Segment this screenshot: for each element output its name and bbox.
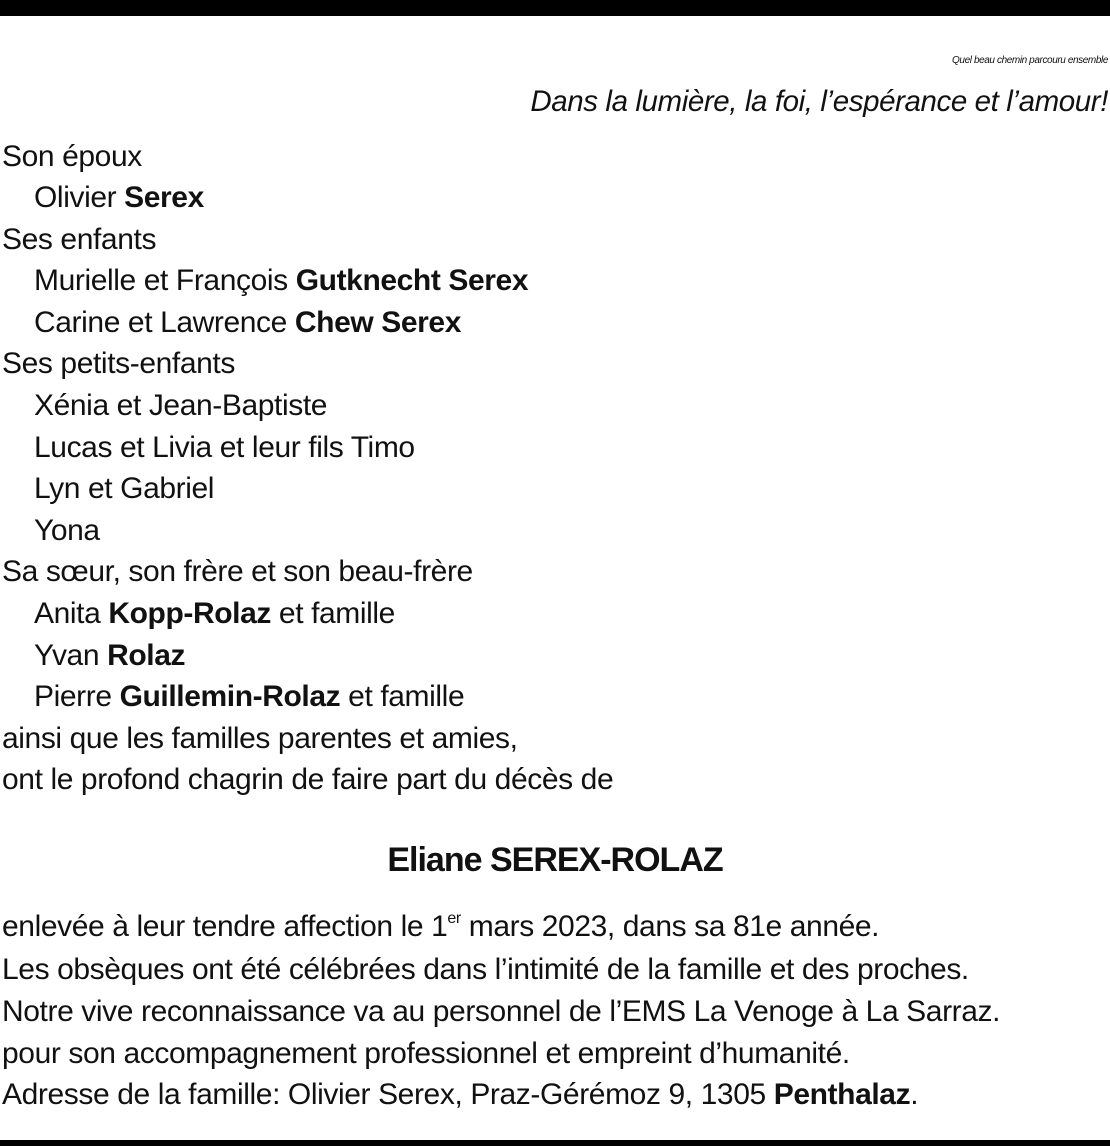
sibling-surname: Kopp-Rolaz: [108, 597, 271, 630]
child-given: Carine et Lawrence: [34, 306, 295, 339]
sibling-surname: Guillemin-Rolaz: [119, 680, 341, 713]
epigraph: [530, 40, 1108, 122]
sibling-entry-1: [34, 596, 395, 632]
top-border-rule: [0, 0, 1110, 16]
epigraph-line-1: Quel beau chemin parcouru ensemble: [952, 55, 1108, 66]
child-surname: Gutknecht Serex: [295, 264, 529, 297]
family-address: [2, 1077, 918, 1113]
sibling-suffix: et famille: [340, 680, 465, 713]
sibling-given: Pierre: [34, 680, 120, 713]
address-town: Penthalaz: [773, 1078, 911, 1111]
details-line-1: [2, 909, 879, 945]
details-line-2: Les obsèques ont été célébrées dans l’intimité de la famille et des proches.: [2, 953, 969, 986]
grandchildren-heading: Ses petits-enfants: [2, 347, 235, 380]
grandchild-entry-1: Xénia et Jean-Baptiste: [34, 389, 328, 422]
sibling-entry-2: [34, 638, 185, 674]
details-line-4: pour son accompagnement professionnel et empreint d’humanité.: [2, 1037, 850, 1070]
death-date-suffix: mars 2023, dans sa 81e année.: [460, 910, 880, 943]
child-entry-1: [34, 263, 528, 299]
spouse-surname: Serex: [124, 181, 204, 214]
grandchild-entry-3: Lyn et Gabriel: [34, 472, 215, 505]
ordinal-superscript: er: [447, 910, 461, 927]
sibling-suffix: et famille: [270, 597, 395, 630]
spouse-heading: Son époux: [2, 140, 142, 173]
spouse-name: [34, 180, 204, 216]
sibling-surname: Rolaz: [107, 639, 186, 672]
sibling-given: Yvan: [34, 639, 108, 672]
child-surname: Chew Serex: [294, 306, 461, 339]
deceased-name: Eliane SEREX-ROLAZ: [387, 841, 723, 879]
sibling-given: Anita: [34, 597, 109, 630]
child-given: Murielle et François: [34, 264, 296, 297]
closing-line-1: ainsi que les familles parentes et amies,: [2, 722, 518, 755]
children-heading: Ses enfants: [2, 223, 157, 256]
closing-line-2: ont le profond chagrin de faire part du décès de: [2, 763, 614, 796]
details-line-3: Notre vive reconnaissance va au personnel de l’EMS La Venoge à La Sarraz.: [2, 995, 1001, 1028]
sibling-entry-3: [34, 679, 464, 715]
address-end: .: [910, 1078, 919, 1111]
epigraph-line-2: Dans la lumière, la foi, l’espérance et l’amour!: [530, 85, 1108, 118]
spouse-given: Olivier: [34, 181, 125, 214]
grandchild-entry-4: Yona: [34, 514, 100, 547]
grandchild-entry-2: Lucas et Livia et leur fils Timo: [34, 431, 415, 464]
bottom-border-rule: [0, 1140, 1110, 1146]
child-entry-2: [34, 305, 461, 341]
address-prefix: Adresse de la famille: Olivier Serex, Praz-Gérémoz 9, 1305: [2, 1078, 774, 1111]
death-date-prefix: enlevée à leur tendre affection le 1: [2, 910, 448, 943]
siblings-heading: Sa sœur, son frère et son beau-frère: [2, 555, 473, 588]
